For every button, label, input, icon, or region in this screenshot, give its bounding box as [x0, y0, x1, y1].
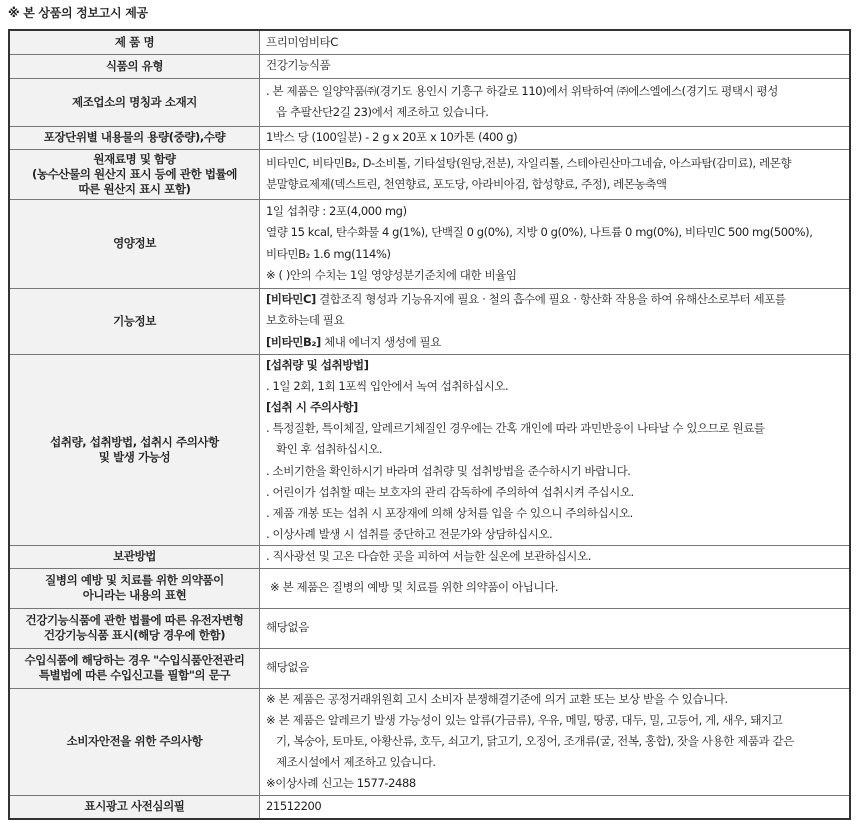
label-line: 아니라는 내용의 표현 [82, 588, 187, 603]
product-name-value: 프리미엄비타C [260, 30, 851, 54]
row-label: 소비자안전을 위한 주의사항 [9, 688, 260, 795]
row-label [9, 608, 260, 648]
vitamin-c-tag: [비타민C] [266, 292, 316, 307]
text-line: 기, 복숭아, 토마토, 아황산류, 호두, 쇠고기, 닭고기, 오징어, 조개류(굴, 전복, 홍합), 잣을 사용한 제품과 같은 [276, 733, 794, 748]
text-line: 보호하는데 필요 [266, 313, 345, 328]
not-medicine-value [260, 568, 851, 608]
import-value: 해당없음 [260, 648, 851, 688]
storage-value: . 직사광선 및 고온 다습한 곳을 피하여 서늘한 실온에 보관하십시오. [260, 546, 851, 568]
table-row [9, 149, 850, 199]
function-text: 결합조직 형성과 기능유지에 필요 · 철의 흡수에 필요 · 항산화 작용을 하여 유해산소로부터 세포를 [315, 292, 786, 307]
table-row [9, 795, 850, 819]
text-line: 확인 후 섭취하십시오. [276, 442, 383, 457]
text-line: . 이상사례 발생 시 섭취를 중단하고 전문가와 상담하십시오. [266, 527, 553, 542]
row-label [9, 568, 260, 608]
row-label: 제조업소의 명칭과 소재지 [9, 78, 260, 126]
text-line [266, 332, 843, 353]
text-line: ※이상사례 신고는 1577-2488 [266, 776, 416, 791]
row-label: 표시광고 사전심의필 [9, 795, 260, 819]
vitamin-b2-tag: [비타민B₂] [266, 334, 321, 349]
table-row [9, 30, 850, 54]
label-line: 특별법에 따른 수입신고를 필함"의 문구 [38, 668, 231, 683]
text-line: . 특정질환, 특이체질, 알레르기체질인 경우에는 간혹 개인에 따라 과민반응이 나타날 수 있으므로 원료를 [266, 421, 765, 436]
text-line: . 소비기한을 확인하시기 바라며 섭취량 및 섭취방법을 준수하시기 바랍니다. [266, 463, 631, 478]
label-line: 섭취량, 섭취방법, 섭취시 주의사항 [50, 434, 219, 449]
text-line: . 어린이가 섭취할 때는 보호자의 관리 감독하에 주의하여 섭취시켜 주십시오. [266, 484, 634, 499]
table-row [9, 568, 850, 608]
row-label: 포장단위별 내용물의 용량(중량),수량 [9, 126, 260, 149]
row-label: 기능정보 [9, 288, 260, 354]
text-line [266, 289, 843, 310]
maker-value [260, 78, 851, 126]
table-row [9, 54, 850, 78]
label-line: 따른 원산지 표시 포함) [78, 181, 191, 196]
volume-value: 1박스 당 (100일분) - 2 g x 20포 x 10카톤 (400 g) [260, 126, 851, 149]
row-label: 식품의 유형 [9, 54, 260, 78]
table-row [9, 78, 850, 126]
text-line: ※ 본 제품은 질병의 예방 및 치료를 위한 의약품이 아닙니다. [270, 580, 559, 595]
label-line: 원재료명 및 함량 [93, 151, 176, 166]
text-line: 제조시설에서 제조하고 있습니다. [276, 755, 436, 770]
label-line: (농수산물의 원산지 표시 등에 관한 법률에 [32, 166, 237, 181]
label-line: 건강기능식품에 관한 법률에 따른 유전자변형 [25, 613, 244, 628]
text-line: 비타민B₂ 1.6 mg(114%) [266, 246, 391, 261]
food-type-value: 건강기능식품 [260, 54, 851, 78]
row-label [9, 354, 260, 546]
table-row [9, 354, 850, 546]
text-line: ※ 본 제품은 알레르기 발생 가능성이 있는 알류(가금류), 우유, 메밀, 땅콩, 대두, 밀, 고등어, 게, 새우, 돼지고 [266, 712, 783, 727]
text-line: . 본 제품은 일양약품㈜(경기도 용인시 기흥구 하갈로 110)에서 위탁하여 ㈜에스엘에스(경기도 평택시 평성 [266, 83, 778, 98]
label-line: 질병의 예방 및 치료를 위한 의약품이 [45, 573, 224, 588]
label-line: 건강기능식품 표시(해당 경우에 한함) [43, 628, 226, 643]
table-row [9, 126, 850, 149]
table-row [9, 199, 850, 288]
ingredients-value [260, 149, 851, 199]
text-line: . 제품 개봉 또는 섭취 시 포장재에 의해 상처를 입을 수 있으니 주의하십시오. [266, 505, 633, 520]
text-line: 열량 15 kcal, 탄수화물 4 g(1%), 단백질 0 g(0%), 지방 0 g(0%), 나트륨 0 mg(0%), 비타민C 500 mg(500%), [266, 225, 813, 240]
product-info-table [8, 29, 851, 820]
text-line: 분말향료제제(덱스트린, 천연향료, 포도당, 아라비아검, 합성향료, 주정), 레몬농축액 [266, 177, 667, 191]
gmo-value: 해당없음 [260, 608, 851, 648]
text-line: 읍 추팔산단2길 23)에서 제조하고 있습니다. [276, 105, 489, 119]
row-label: 영양정보 [9, 199, 260, 288]
text-line: ※ 본 제품은 공정거래위원회 고시 소비자 분쟁해결기준에 의거 교환 또는 보상 받을 수 있습니다. [266, 691, 728, 706]
table-row [9, 608, 850, 648]
label-line: 수입식품에 해당하는 경우 "수입식품안전관리 [24, 653, 245, 668]
text-line: . 1일 2회, 1회 1포씩 입안에서 녹여 섭취하십시오. [266, 378, 509, 393]
subheading: [섭취량 및 섭취방법] [266, 357, 369, 372]
table-row [9, 288, 850, 354]
section-heading: ※ 본 상품의 정보고시 제공 [8, 6, 148, 20]
subheading: [섭취 시 주의사항] [266, 399, 358, 414]
row-label: 보관방법 [9, 546, 260, 568]
intake-value [260, 354, 851, 546]
table-row [9, 648, 850, 688]
row-label: 제 품 명 [9, 30, 260, 54]
label-line: 및 발생 가능성 [98, 449, 171, 464]
safety-value [260, 688, 851, 795]
text-line: ※ ( )안의 수치는 1일 영양성분기준치에 대한 비율임 [266, 267, 517, 282]
text-line: 비타민C, 비타민B₂, D-소비톨, 기타설탕(원당,전분), 자일리톨, 스테아린산마그네슘, 아스파탐(감미료), 레몬향 [266, 155, 792, 170]
nutrition-value [260, 199, 851, 288]
row-label [9, 149, 260, 199]
text-line: 1일 섭취량 : 2포(4,000 mg) [266, 204, 407, 219]
function-value [260, 288, 851, 354]
ad-review-value: 21512200 [260, 795, 851, 819]
function-text: 체내 에너지 생성에 필요 [320, 334, 441, 349]
table-row [9, 688, 850, 795]
table-row [9, 546, 850, 568]
row-label [9, 648, 260, 688]
